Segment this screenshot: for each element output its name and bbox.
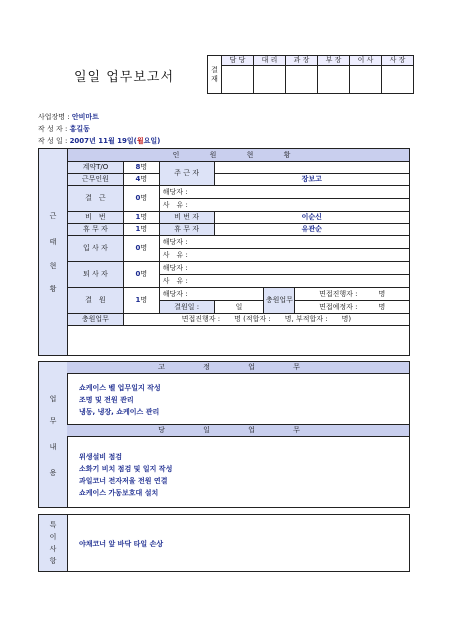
leave-count: 0명 xyxy=(123,262,159,288)
approval-table xyxy=(207,55,414,94)
missing-date-unit: 일 xyxy=(214,301,264,314)
contract-label: 계약T/O xyxy=(68,162,124,174)
signature-box[interactable] xyxy=(318,66,350,94)
daily-task: 위생설비 점검 xyxy=(79,453,123,461)
hiring-summary-label: 충원업무 xyxy=(68,314,124,326)
attendance-section xyxy=(38,148,410,356)
signature-box[interactable] xyxy=(350,66,382,94)
missing-date-label: 결원일 : xyxy=(159,301,214,314)
work-section xyxy=(38,361,410,508)
author-value: 홍길동 xyxy=(69,125,90,133)
meta-author: 작 성 자 : 홍길동 xyxy=(38,125,90,133)
notes-section xyxy=(38,514,410,572)
daily-work-header: 당 일 업 무 xyxy=(67,424,409,437)
hiring-label: 충원업무 xyxy=(264,288,295,314)
signature-box[interactable] xyxy=(254,66,286,94)
approval-side-label: 결 재 xyxy=(208,56,222,94)
holiday-count: 1명 xyxy=(123,224,159,236)
join-reason: 사 유 : xyxy=(159,249,409,262)
meta-date: 작 성 일 : 2007년 11월 19일(월요일) xyxy=(38,137,161,145)
approval-role: 사 장 xyxy=(382,56,414,66)
signature-box[interactable] xyxy=(286,66,318,94)
work-label: 근무인원 xyxy=(68,174,124,186)
holiday-name: 유관순 xyxy=(214,224,409,236)
approval-role: 담 당 xyxy=(222,56,254,66)
fixed-task: 쇼케이스 벨 업무일지 작성 xyxy=(79,384,161,392)
fixed-task: 냉동, 냉장, 쇼케이스 관리 xyxy=(79,408,160,416)
daily-task: 과일코너 전자저울 전원 연결 xyxy=(79,477,168,485)
missing-person: 해당자 : xyxy=(159,288,264,301)
missing-count: 1명 xyxy=(123,288,159,314)
chief-label: 주 근 자 xyxy=(159,162,214,186)
fixed-task: 조명 및 전원 관리 xyxy=(79,396,134,404)
vacation-sub-label: 비 번 자 xyxy=(159,212,214,224)
page-title: 일일 업무보고서 xyxy=(74,70,175,85)
approval-role: 대 리 xyxy=(254,56,286,66)
approval-role: 과 장 xyxy=(286,56,318,66)
leave-person: 해당자 : xyxy=(159,262,409,275)
join-count: 0명 xyxy=(123,236,159,262)
meta-store: 사업장명 : 안비마트 xyxy=(38,113,99,121)
store-value: 안비마트 xyxy=(71,113,99,121)
notes-side-label: 특 이 사 항 xyxy=(39,515,68,571)
join-person: 해당자 : xyxy=(159,236,409,249)
contract-count: 8명 xyxy=(123,162,159,174)
absent-label: 결 근 xyxy=(68,186,124,212)
vacation-count: 1명 xyxy=(123,212,159,224)
interview-plan: 면접예정자 : 명 xyxy=(295,301,410,314)
absent-count: 0명 xyxy=(123,186,159,212)
absent-person: 해당자 : xyxy=(159,186,409,199)
attendance-header: 인 원 현 황 xyxy=(68,149,410,162)
date-value: 2007년 11월 19일( xyxy=(69,137,137,145)
holiday-sub-label: 휴 무 자 xyxy=(159,224,214,236)
notes-content: 야채코너 앞 바닥 타일 손상 xyxy=(79,540,164,548)
leave-label: 퇴 사 자 xyxy=(68,262,124,288)
date-day: 월 xyxy=(136,137,144,145)
daily-task: 쇼케이스 가동보호대 설치 xyxy=(79,489,159,497)
holiday-label: 휴 무 자 xyxy=(68,224,124,236)
attendance-side-label: 근 태 현 황 xyxy=(39,149,68,355)
approval-role: 부 장 xyxy=(318,56,350,66)
vacation-label: 비 번 xyxy=(68,212,124,224)
missing-label: 결 원 xyxy=(68,288,124,314)
leave-reason: 사 유 : xyxy=(159,275,409,288)
absent-reason: 사 유 : xyxy=(159,199,409,212)
vacation-name: 이순신 xyxy=(214,212,409,224)
join-label: 입 사 자 xyxy=(68,236,124,262)
hiring-summary: 면접진행자 : 명 (적합자 : 명, 부적합자 : 명) xyxy=(123,314,409,326)
approval-role: 이 사 xyxy=(350,56,382,66)
work-side-label: 업 무 내 용 xyxy=(39,362,68,507)
fixed-work-header: 고 정 업 무 xyxy=(67,361,409,374)
signature-box[interactable] xyxy=(222,66,254,94)
attendance-table xyxy=(67,148,410,326)
work-count: 4명 xyxy=(123,174,159,186)
chief-empty xyxy=(214,162,409,174)
signature-box[interactable] xyxy=(382,66,414,94)
daily-task: 소화기 비치 점검 및 일지 작성 xyxy=(79,465,173,473)
chief-name: 장보고 xyxy=(214,174,409,186)
interview-done: 면접진행자 : 명 xyxy=(295,288,410,301)
